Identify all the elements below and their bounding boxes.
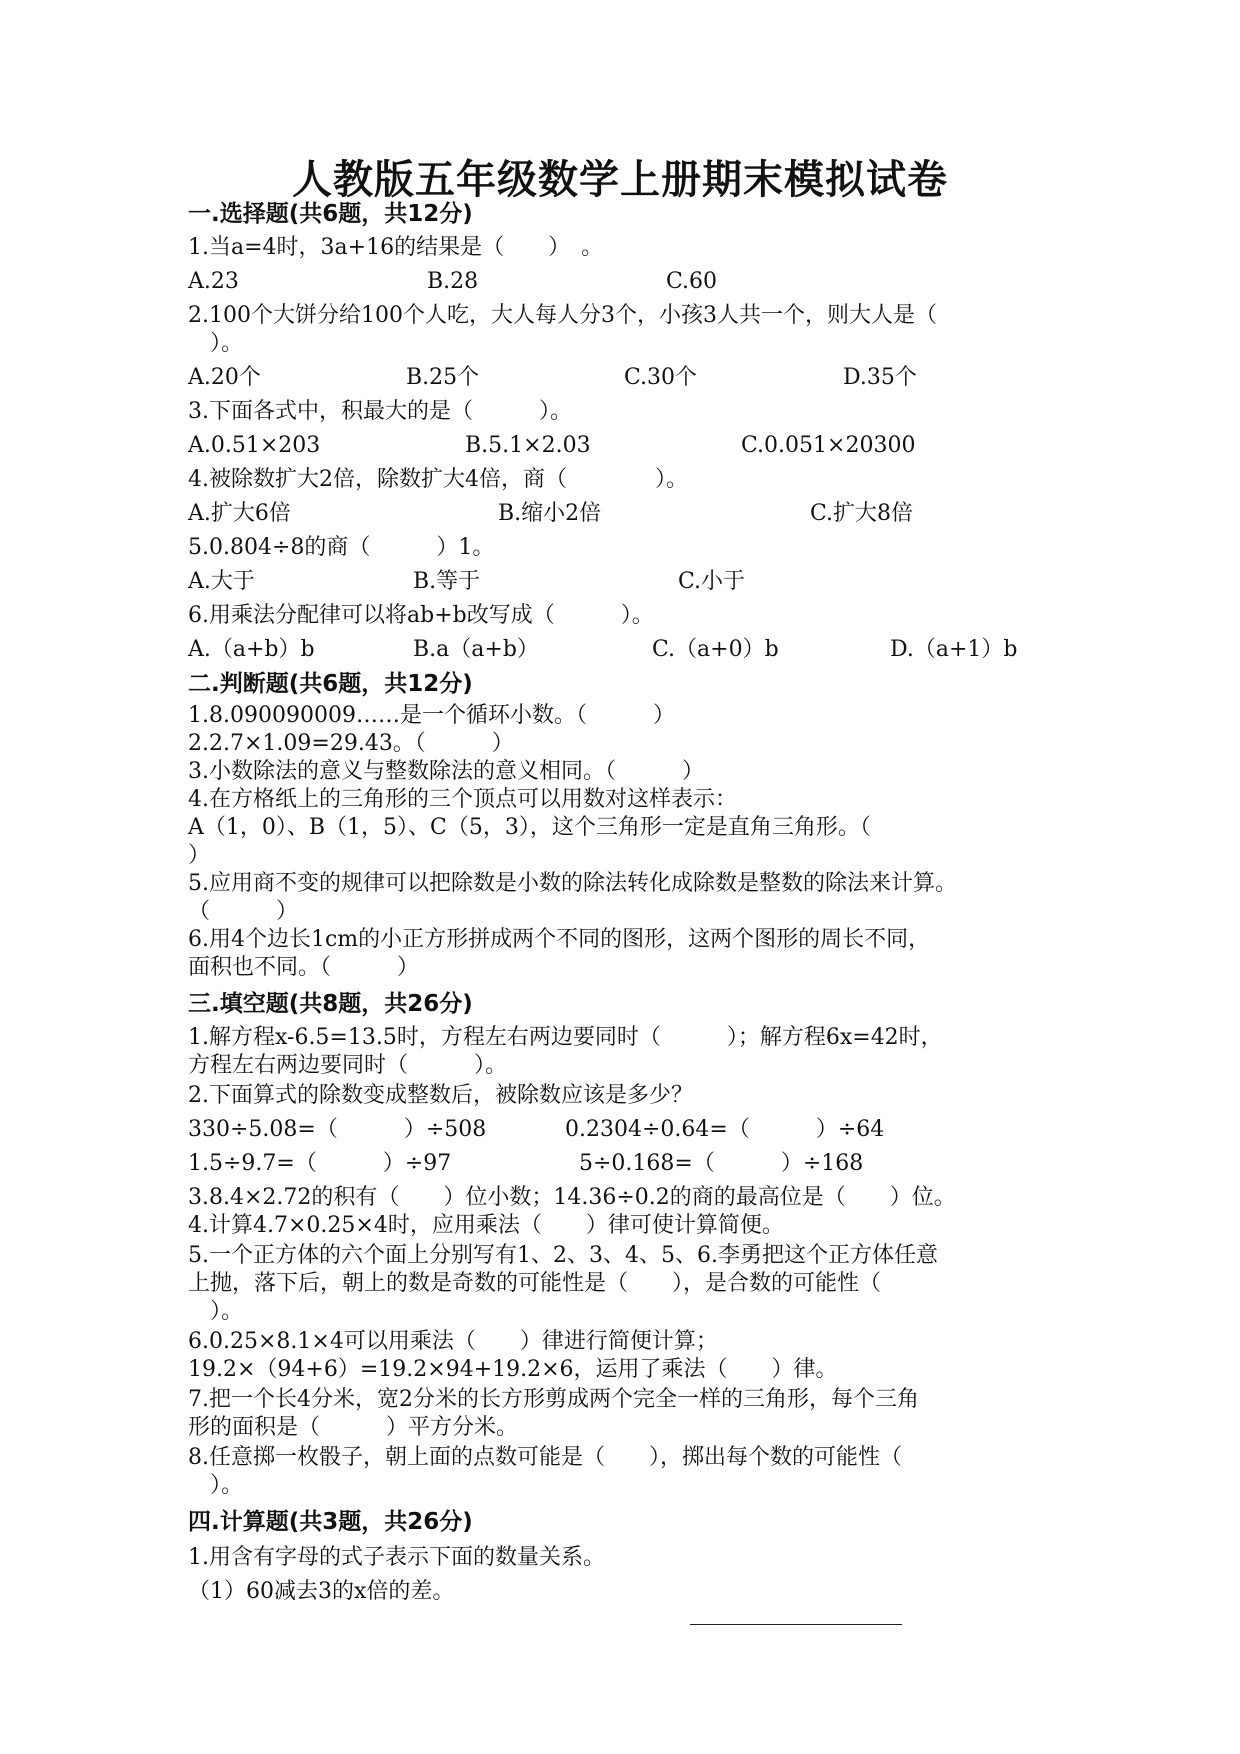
question-text-continued: ）。 bbox=[188, 1473, 244, 1498]
question-text: 2.下面算式的除数变成整数后，被除数应该是多少？ bbox=[188, 1083, 693, 1108]
question-text: 4.计算4.7×0.25×4时，应用乘法（ ）律可使计算简便。 bbox=[188, 1213, 784, 1238]
option-a: A.20个 bbox=[188, 365, 261, 390]
question-text: 6.用乘法分配律可以将ab+b改写成（ ）。 bbox=[188, 603, 654, 628]
question-text: 7.把一个长4分米，宽2分米的长方形剪成两个完全一样的三角形，每个三角 bbox=[188, 1387, 919, 1412]
calc-item: 330÷5.08=（ ）÷508 bbox=[188, 1117, 487, 1142]
option-b: B.等于 bbox=[413, 569, 481, 594]
question-text: 3.8.4×2.72的积有（ ）位小数；14.36÷0.2的商的最高位是（ ）位。 bbox=[188, 1185, 956, 1210]
option-b: B.28 bbox=[427, 269, 479, 294]
question-text: 4.被除数扩大2倍，除数扩大4倍，商（ ）。 bbox=[188, 467, 688, 492]
option-c: C.60 bbox=[666, 269, 718, 294]
option-c: C.0.051×20300 bbox=[741, 433, 916, 458]
question-text: （1）60减去3的x倍的差。 bbox=[188, 1579, 455, 1604]
calc-item: 5÷0.168=（ ）÷168 bbox=[579, 1151, 864, 1176]
question-text: 1.解方程x-6.5=13.5时，方程左右两边要同时（ ）；解方程6x=42时， bbox=[188, 1025, 943, 1050]
option-b: B.5.1×2.03 bbox=[465, 433, 591, 458]
section-heading-calc: 四.计算题(共3题，共26分) bbox=[188, 1509, 473, 1535]
question-text: A（1，0）、B（1，5）、C（5，3），这个三角形一定是直角三角形。（ bbox=[188, 815, 871, 840]
question-text: 6.用4个边长1cm的小正方形拼成两个不同的图形，这两个图形的周长不同， bbox=[188, 927, 931, 952]
question-text: 3.小数除法的意义与整数除法的意义相同。（ ） bbox=[188, 759, 704, 784]
question-text: 1.用含有字母的式子表示下面的数量关系。 bbox=[188, 1545, 605, 1570]
question-text: 5.应用商不变的规律可以把除数是小数的除法转化成除数是整数的除法来计算。 bbox=[188, 871, 957, 896]
option-d: D.（a+1）b bbox=[890, 637, 1018, 662]
page-title: 人教版五年级数学上册期末模拟试卷 bbox=[292, 157, 948, 203]
question-text: 5.一个正方体的六个面上分别写有1、2、3、4、5、6.李勇把这个正方体任意 bbox=[188, 1243, 938, 1268]
option-b: B.25个 bbox=[406, 365, 480, 390]
question-text: 2.100个大饼分给100个人吃，大人每人分3个，小孩3人共一个，则大人是（ bbox=[188, 303, 937, 328]
option-c: C.小于 bbox=[678, 569, 746, 594]
question-text-continued: ）。 bbox=[188, 331, 244, 356]
answer-blank-line[interactable] bbox=[690, 1624, 902, 1625]
section-heading-judgement: 二.判断题(共6题，共12分) bbox=[188, 671, 473, 697]
option-c: C.30个 bbox=[624, 365, 698, 390]
question-text: 6.0.25×8.1×4可以用乘法（ ）律进行简便计算； bbox=[188, 1329, 718, 1354]
question-text-continued: 方程左右两边要同时（ ）。 bbox=[188, 1053, 508, 1078]
section-heading-choice: 一.选择题(共6题，共12分) bbox=[188, 201, 473, 227]
question-text: 1.8.090090009……是一个循环小数。（ ） bbox=[188, 703, 675, 728]
option-a: A.扩大6倍 bbox=[188, 501, 291, 526]
option-c: C.扩大8倍 bbox=[810, 501, 914, 526]
question-text: 1.当a=4时，3a+16的结果是（ ） 。 bbox=[188, 235, 604, 260]
option-a: A.大于 bbox=[188, 569, 255, 594]
question-text-continued: 形的面积是（ ）平方分米。 bbox=[188, 1415, 519, 1440]
question-text-continued: 上抛，落下后，朝上的数是奇数的可能性是（ ），是合数的可能性（ bbox=[188, 1271, 882, 1296]
option-a: A.0.51×203 bbox=[188, 433, 321, 458]
question-text-continued: ）。 bbox=[188, 1299, 244, 1324]
option-d: D.35个 bbox=[843, 365, 917, 390]
question-text-continued: （ ） bbox=[188, 899, 299, 924]
question-text: 2.2.7×1.09=29.43。（ ） bbox=[188, 731, 514, 756]
question-text: 4.在方格纸上的三角形的三个顶点可以用数对这样表示： bbox=[188, 787, 737, 812]
question-text: 5.0.804÷8的商（ ）1。 bbox=[188, 535, 495, 560]
option-a: A.（a+b）b bbox=[188, 637, 315, 662]
option-c: C.（a+0）b bbox=[652, 637, 779, 662]
option-a: A.23 bbox=[188, 269, 239, 294]
section-heading-fill: 三.填空题(共8题，共26分) bbox=[188, 991, 473, 1017]
question-text: 8.任意掷一枚骰子，朝上面的点数可能是（ ），掷出每个数的可能性（ bbox=[188, 1445, 902, 1470]
question-text: 3.下面各式中，积最大的是（ ）。 bbox=[188, 399, 572, 424]
question-text-continued: 面积也不同。（ ） bbox=[188, 955, 420, 980]
question-text-continued: ） bbox=[188, 843, 211, 868]
option-b: B.a（a+b） bbox=[413, 637, 539, 662]
calc-item: 1.5÷9.7=（ ）÷97 bbox=[188, 1151, 452, 1176]
option-b: B.缩小2倍 bbox=[498, 501, 602, 526]
question-text-continued: 19.2×（94+6）=19.2×94+19.2×6，运用了乘法（ ）律。 bbox=[188, 1357, 838, 1382]
calc-item: 0.2304÷0.64=（ ）÷64 bbox=[565, 1117, 885, 1142]
